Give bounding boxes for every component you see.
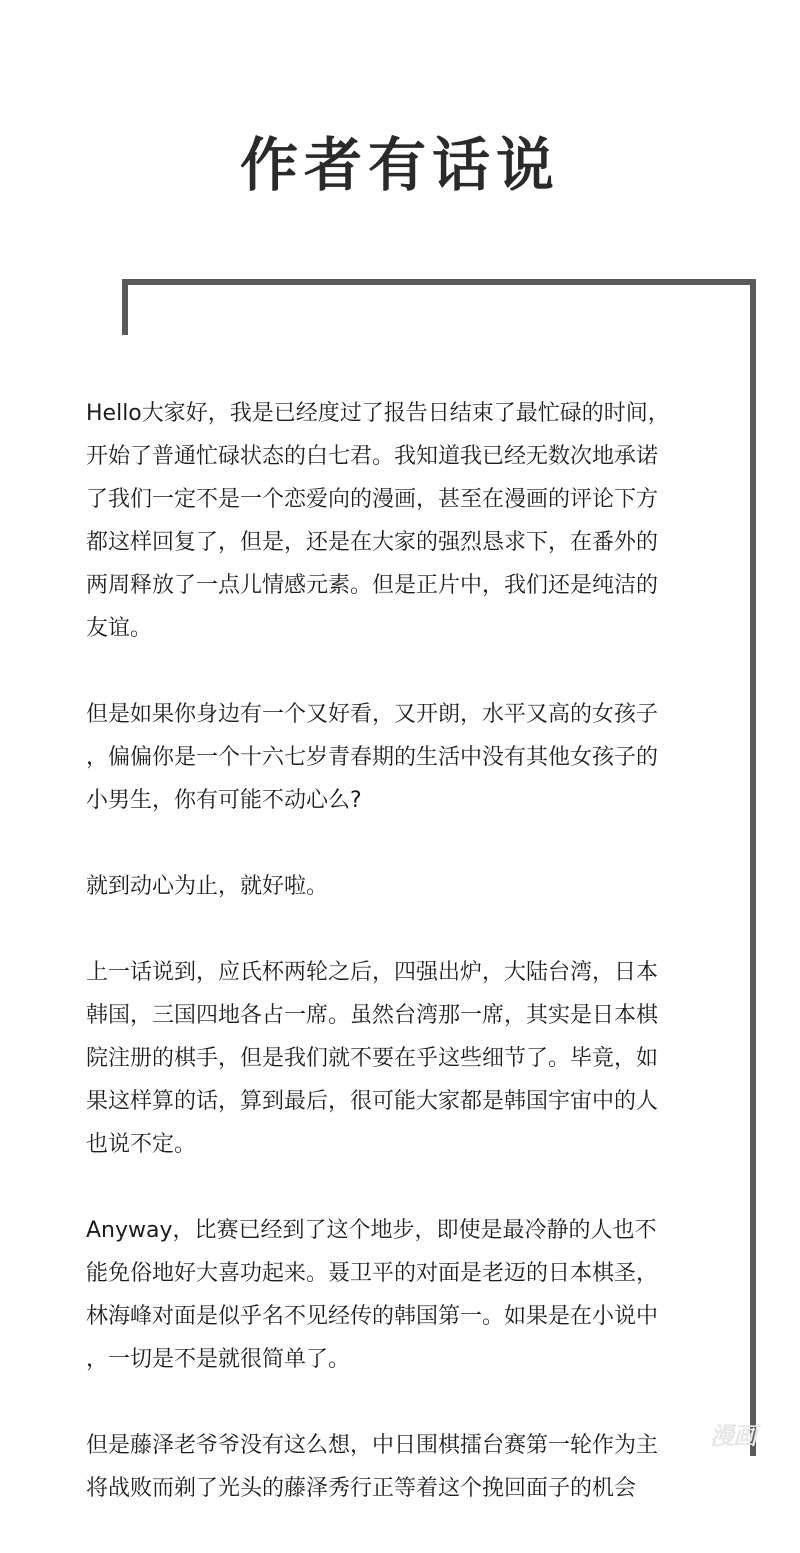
watermark: 漫画	[710, 1422, 756, 1450]
text-line: 将战败而剃了光头的藤泽秀行正等着这个挽回面子的机会	[86, 1476, 637, 1501]
text-line: 也说不定。	[86, 1132, 197, 1157]
text-line: 上一话说到，应氏杯两轮之后，四强出炉，大陆台湾，日本	[86, 960, 659, 985]
text-line: 了我们一定不是一个恋爱向的漫画，甚至在漫画的评论下方	[86, 487, 659, 512]
text-line: 小男生，你有可能不动心么?	[86, 788, 362, 813]
text-line: 都这样回复了，但是，还是在大家的强烈恳求下，在番外的	[86, 530, 659, 555]
page-title: 作者有话说	[239, 131, 560, 199]
text-line: 开始了普通忙碌状态的白七君。我知道我已经无数次地承诺	[86, 444, 659, 469]
text-line: ，偏偏你是一个十六七岁青春期的生活中没有其他女孩子的	[86, 745, 659, 770]
paragraph-1	[86, 392, 718, 650]
text-line: 但是如果你身边有一个又好看，又开朗，水平又高的女孩子	[86, 702, 659, 727]
text-line: 能免俗地好大喜功起来。聂卫平的对面是老迈的日本棋圣，	[86, 1261, 659, 1286]
frame-top-border	[122, 279, 756, 285]
text-line: Anyway，比赛已经到了这个地步，即使是最冷静的人也不	[86, 1218, 657, 1243]
text-line: 林海峰对面是似乎名不见经传的韩国第一。如果是在小说中	[86, 1304, 659, 1329]
text-line: 友谊。	[86, 616, 153, 641]
text-line: 果这样算的话，算到最后，很可能大家都是韩国宇宙中的人	[86, 1089, 659, 1114]
text-line: Hello大家好，我是已经度过了报告日结束了最忙碌的时间，	[86, 401, 670, 426]
paragraph-2	[86, 693, 718, 822]
frame-left-border	[122, 279, 128, 335]
text-line: 就到动心为止，就好啦。	[86, 874, 329, 899]
paragraph-3	[86, 865, 718, 908]
paragraph-6	[86, 1424, 718, 1510]
text-line: 但是藤泽老爷爷没有这么想，中日围棋擂台赛第一轮作为主	[86, 1433, 659, 1458]
frame-right-border	[750, 279, 756, 1456]
text-line: 院注册的棋手，但是我们就不要在乎这些细节了。毕竟，如	[86, 1046, 659, 1071]
text-line: 韩国，三国四地各占一席。虽然台湾那一席，其实是日本棋	[86, 1003, 659, 1028]
text-line: 两周释放了一点儿情感元素。但是正片中，我们还是纯洁的	[86, 573, 659, 598]
author-note-body	[86, 392, 718, 1553]
paragraph-5	[86, 1209, 718, 1381]
text-line: ，一切是不是就很简单了。	[86, 1347, 351, 1372]
paragraph-4	[86, 951, 718, 1166]
